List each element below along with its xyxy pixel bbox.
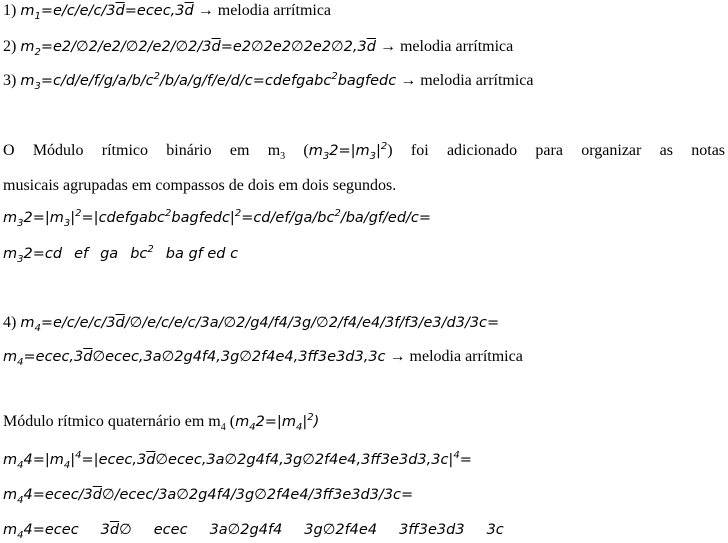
equation-m42-expansion: $m_44=|m_4|^4=|ecec,3\overline{d}\emptyset ecec,3a\emptyset 2g4f4,3g\emptyset 2f4e4,3ff3e3d3,3c|^4=$ bbox=[3, 450, 472, 471]
line-m1 bbox=[3, 1, 331, 21]
line-number: 3) bbox=[3, 72, 21, 89]
line-annotation: → melodia arrítmica bbox=[375, 38, 514, 55]
equation-m42-grouped: $m_44=ecec$ $3\overline{d}\emptyset$ ecec 3a∅2g4f4 3g∅2f4e4 3ff3e3d3 3c bbox=[3, 522, 504, 541]
math-expression: $m_2=e2/\emptyset 2/e2/\emptyset 2/e2/\emptyset 2/3\overline{d}=e2\emptyset 2e2\emptyset 2e2\emptyset 2,3\overline{d}$ bbox=[20, 39, 376, 58]
heading-quaternario: Módulo rítmico quaternário em $m_4$ $(m_42=|m_4|^2)$ bbox=[3, 412, 320, 434]
equation-m32-expansion: $m_32=|m_3|^2=|cdefgabc^2bagfedc|^2=cd/ef/ga/bc^2/ba/gf/ed/c=$ bbox=[3, 208, 432, 229]
math-expression: $m_3=c/d/e/f/g/a/b/c^2/b/a/g/f/e/d/c=cdefgabc^2bagfedc$ bbox=[20, 71, 397, 92]
equation-m32-grouped: $m_32=cd$ ef ga $bc^2$ ba gf ed c bbox=[3, 244, 239, 265]
line-number: 2) bbox=[3, 38, 21, 55]
paragraph-binario-line2: musicais agrupadas em compassos de dois em dois segundos. bbox=[3, 177, 397, 194]
equation-m42-slashed: $m_44=ecec/3\overline{d}\emptyset/ecec/3a\emptyset 2g4f4/3g\emptyset 2f4e4/3ff3e3d3/3c=$ bbox=[3, 487, 414, 506]
line-m4: 4) $m_4=e/c/e/c/3\overline{d}/\emptyset/e/c/e/c/3a/\emptyset 2/g4/f4/3g/\emptyset 2/f4/e4/3f/f3/e3/d3/3c=$ bbox=[3, 314, 500, 334]
line-annotation: → melodia arrítmica bbox=[396, 72, 534, 89]
line-m3 bbox=[3, 71, 534, 91]
line-m2 bbox=[3, 37, 513, 57]
paragraph-binario-line1: O Módulo rítmico binário em $m_3$ $(m_32=|m_3|^2)$ foi adicionado para organizar as notas bbox=[3, 141, 726, 163]
line-annotation: → melodia arrítmica bbox=[193, 2, 332, 19]
line-annotation: → melodia arrítmica bbox=[385, 348, 523, 365]
line-m4-collapsed: $m_4=ecec,3\overline{d}\emptyset ecec,3a\emptyset 2g4f4,3g\emptyset 2f4e4,3ff3e3d3,3c$ → melodia arrítmica bbox=[3, 348, 523, 368]
math-expression: $m_1=e/c/e/c/3\overline{d}=ecec,3\overline{d}$ bbox=[20, 3, 194, 22]
line-number: 1) bbox=[3, 2, 21, 19]
line-number: 4) bbox=[3, 314, 21, 331]
